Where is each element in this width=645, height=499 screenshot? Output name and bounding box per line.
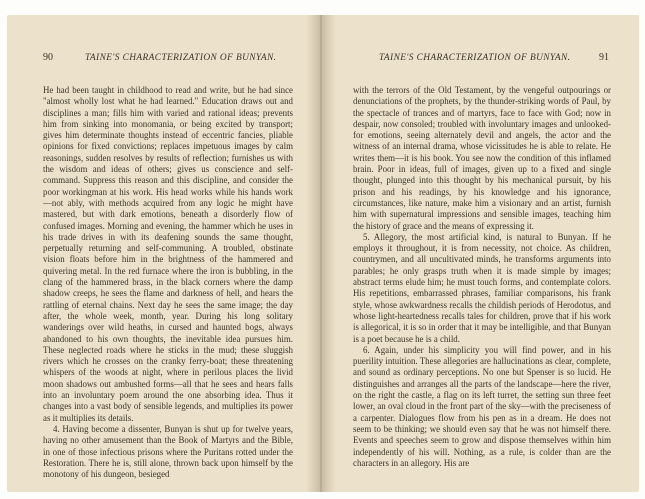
right-page	[321, 15, 639, 492]
right-page-body	[353, 85, 611, 469]
left-paragraph-1: He had been taught in childhood to read and write, but he had since "almost wholly lost what he had learned." Education draws out and disciplines a man; fills him with varied and rational ideas; prevents him from sinking into monomania, or being excited by transport; gives him determinate thoughts instead of eccentric fancies, pliable opinions for fixed convictions; replaces impetuous images by calm reasonings, sudden resolves by results of reflection; furnishes us with the wisdom and ideas of others; gives us conscience and self-command. Suppress this reason and this discipline, and consider the poor workingman at his work. His head works while his hands work—not ably, with methods acquired from any logic he might have mastered, but with dark emotions, beneath a disorderly flow of confused images. Morning and evening, the hammer which he uses in his trade drives in with its deafening sounds the same thought, perpetually returning and self-communing. A troubled, obstinate vision floats before him in the brightness of the hammered and quivering metal. In the red furnace where the iron is bubbling, in the clang of the hammered brass, in the black corners where the damp shadow creeps, he sees the flame and darkness of hell, and hears the rattling of eternal chains. Next day he sees the same image; the day after, the whole week, month, year. During his long solitary wanderings over wild heaths, in cursed and haunted bogs, always abandoned to his own thoughts, the inevitable idea pursues him. These neglected roads where he sticks in the mud; these sluggish rivers which he crosses on the cranky ferry-boat; these threatening whispers of the woods at night, where in perilous places the livid moon shadows out ambushed forms—all that he sees and hears falls into an involuntary poem around the one absorbing idea. Thus it changes into a vast body of sensible legends, and multiplies its power as it multiplies its details.	[43, 85, 293, 423]
left-page-body	[43, 85, 293, 480]
left-page	[7, 15, 321, 492]
left-page-number: 90	[43, 52, 53, 63]
right-paragraph-2: 5. Allegory, the most artificial kind, is natural to Bunyan. If he employs it throughout, it is from necessity, not choice. As children, countrymen, and all uncultivated minds, he transforms arguments into parables; he only grasps truth when it is made simple by images; abstract terms elude him; he must touch forms, and contemplate colors. His repetitions, embarrassed phrases, familiar comparisons, his frank style, whose awkwardness recalls the childish periods of Herodotus, and whose light-heartedness recalls tales for children, prove that if his work is allegorical, it is so in order that it may be intelligible, and that Bunyan is a poet because he is a child.	[353, 231, 611, 344]
left-paragraph-2: 4. Having become a dissenter, Bunyan is shut up for twelve years, having no other amusement than the Book of Martyrs and the Bible, in one of those infectious prisons where the Puritans rotted under the Restoration. There he is, still alone, thrown back upon himself by the monotony of his dungeon, besieged	[43, 423, 293, 480]
left-running-header: TAINE'S CHARACTERIZATION OF BUNYAN.	[85, 53, 277, 63]
right-running-header: TAINE'S CHARACTERIZATION OF BUNYAN.	[379, 53, 571, 63]
right-paragraph-3: 6. Again, under his simplicity you will find power, and in his puerility intuition. These allegories are hallucinations as clear, complete, and sound as ordinary perceptions. No one but Spenser is so lucid. He distinguishes and arranges all the parts of the landscape—here the river, on the right the castle, a flag on its left turret, the setting sun three feet lower, an oval cloud in the front part of the sky—with the preciseness of a carpenter. Dialogues flow from his pen as in a dream. He does not seem to be thinking; we should even say that he was not himself there. Events and speeches seem to grow and dispose themselves within him independently of his will. Nothing, as a rule, is colder than are the characters in an allegory. His are	[353, 344, 611, 468]
right-page-number: 91	[599, 52, 609, 63]
right-paragraph-1: with the terrors of the Old Testament, by the vengeful outpourings or denunciations of the prophets, by the thunder-striking words of Paul, by the spectacle of trances and of martyrs, face to face with God; now in despair, now consoled; troubled with involuntary images and unlooked-for emotions, seeing alternately devil and angels, the actor and the witness of an internal drama, whose vicissitudes he is able to relate. He writes them—it is his book. You see now the condition of this inflamed brain. Poor in ideas, full of images, given up to a fixed and single thought, plunged into this thought by his mechanical pursuit, by his prison and his readings, by his knowledge and his ignorance, circumstances, like nature, make him a visionary and an artist, furnish him with supernatural impressions and sensible images, teaching him the history of grace and the means of expressing it.	[353, 85, 611, 231]
